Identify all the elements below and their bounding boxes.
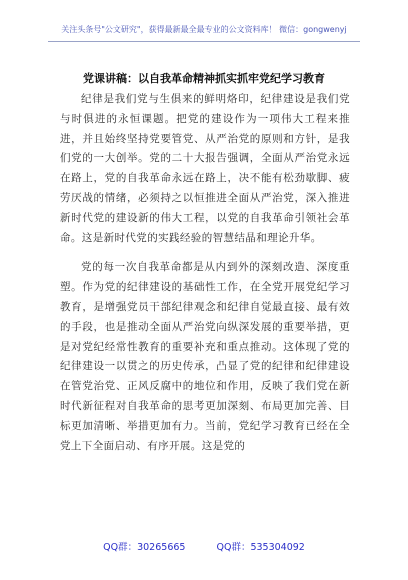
paragraph: 纪律是我们党与生俱来的鲜明烙印，纪律建设是我们党与时俱进的永恒课题。把党的建设作为一项伟大工程来推进，并且始终坚持党要管党、从严治党的原则和方针，是我们党的一大创举。党的二十大报告强调，全面从严治党永远在路上，党的自我革命永远在路上，决不能有松劲歇脚、疲劳厌战的情绪，必须持之以恒推进全面从严治党，深入推进新时代党的建设新的伟大工程，以党的自我革命引领社会革命。这是新时代党的实践经验的智慧结晶和理论升华。 [60,93,350,244]
document-title: 党课讲稿：以自我革命精神抓实抓牢党纪学习教育 [83,72,325,85]
header-divider [48,41,360,42]
paragraph: 党的每一次自我革命都是从内到外的深刻改造、深度重塑。作为党的纪律建设的基础性工作，在全党开展党纪学习教育，是增强党员干部纪律观念和纪律自觉最直接、最有效的手段，也是推动全面从严治党向纵深发展的重要举措，更是对党纪经常性教育的重要补充和重点推动。这体现了党的纪律建设一以贯之的历史传承，凸显了党的纪律和纪律建设在管党治党、正风反腐中的地位和作用，反映了我们党在新时代新征程对自我革命的思考更加深刻、布局更加完善、目标更加清晰、举措更加有力。当前，党纪学习教育已经在全党上下全面启动、有序开展。这是党的 [60,261,350,452]
header-promo-note: 关注头条号"公文研究"，获得最新最全最专业的公文资料库！ 微信：gongwenyj [61,25,347,34]
footer [0,539,408,553]
document-body [60,90,350,466]
footer-qq-group-2: QQ群：535304092 [216,542,305,553]
footer-qq-group-1: QQ群：30265665 [103,542,186,553]
